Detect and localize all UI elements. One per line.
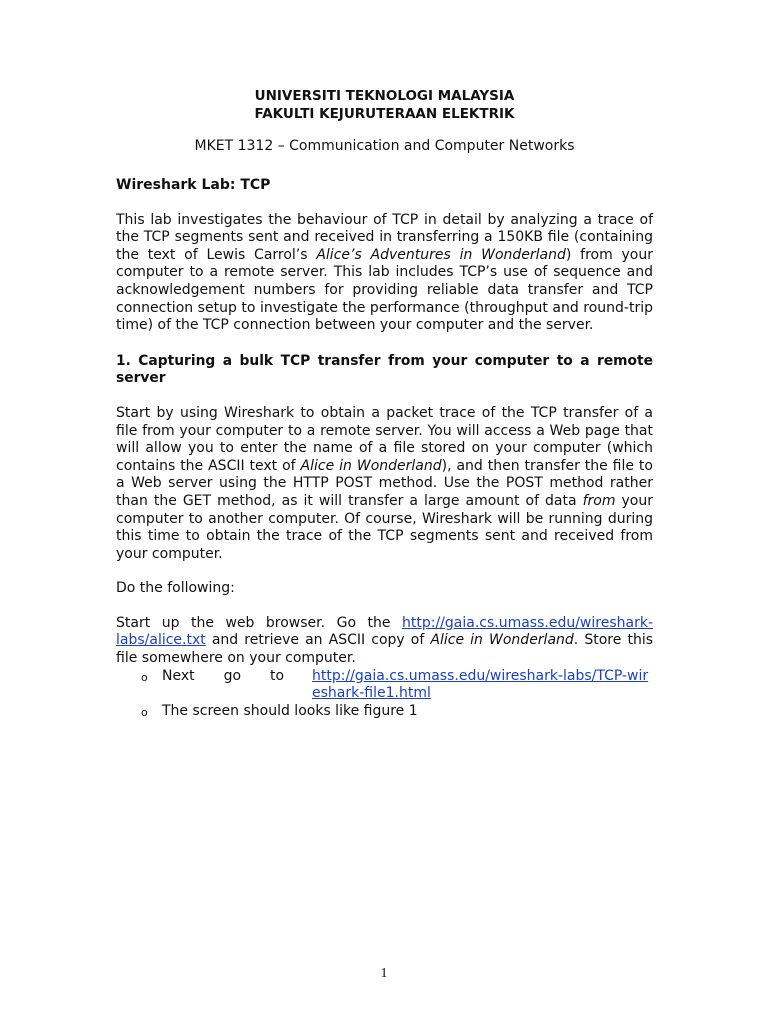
section-text-2: ), and then transfer the file to a Web server using the HTTP POST method. Use the POST method rather than the GET method, as it will transfer a large amount of data [116, 457, 653, 509]
section-paragraph [116, 405, 653, 563]
step-list [116, 668, 653, 721]
tcp-wireshark-file1-link[interactable]: http://gaia.cs.umass.edu/wireshark-labs/TCP-wireshark-file1.html [312, 667, 649, 702]
section-text-3: your computer to another computer. Of course, Wireshark will be running during this time to obtain the trace of the TCP segments sent and received from your computer. [116, 492, 654, 562]
step-text-1: Start up the web browser. Go the [116, 614, 402, 631]
section-italic-title: Alice in Wonderland [300, 457, 442, 474]
intro-text-1: This lab investigates the behaviour of TCP in detail by analyzing a trace of the TCP segments sent and received in transferring a 150KB file (containing the text of Lewis Carrol’s [116, 211, 653, 263]
do-following: Do the following: [116, 580, 235, 597]
step-text-2: and retrieve an ASCII copy of [205, 632, 431, 649]
section-italic-from: from [582, 492, 616, 509]
bullet-text: The screen should looks like figure 1 [162, 702, 418, 719]
word-next: Next [162, 667, 195, 684]
intro-text-2: ) from your computer to a remote server. This lab includes TCP’s use of sequence and acknowledgement numbers for providing reliable data transfer and TCP connection setup to investigate the performance (throughput and round-trip time) of the TCP connection between your computer and the server. [116, 246, 653, 334]
bullet-marker: o [141, 670, 148, 684]
page-number: 1 [380, 966, 388, 981]
list-item [116, 703, 653, 721]
faculty-name: FAKULTI KEJURUTERAAN ELEKTRIK [254, 105, 515, 122]
university-name: UNIVERSITI TEKNOLOGI MALAYSIA [254, 88, 515, 104]
intro-paragraph [116, 212, 653, 335]
list-item [116, 668, 653, 703]
step-paragraph [116, 615, 653, 668]
word-to: to [269, 667, 285, 684]
course-title: MKET 1312 – Communication and Computer Networks [194, 138, 575, 154]
step-text-3: . Store this file somewhere on your computer. [116, 632, 653, 667]
lab-title: Wireshark Lab: TCP [116, 177, 271, 193]
section-text-1: Start by using Wireshark to obtain a packet trace of the TCP transfer of a file from your computer to a remote server. You will access a Web page that will allow you to enter the name of a file stored on your computer (which contains the ASCII text of [116, 404, 653, 474]
section-heading: 1. Capturing a bulk TCP transfer from your computer to a remote server [116, 352, 653, 387]
intro-book-title: Alice’s Adventures in Wonderland [316, 246, 566, 263]
document-page [116, 88, 653, 720]
step-italic-title: Alice in Wonderland [430, 632, 574, 649]
word-go: go [223, 667, 242, 684]
bullet-marker: o [141, 705, 148, 719]
alice-txt-link[interactable]: http://gaia.cs.umass.edu/wireshark-labs/alice.txt [116, 614, 653, 649]
